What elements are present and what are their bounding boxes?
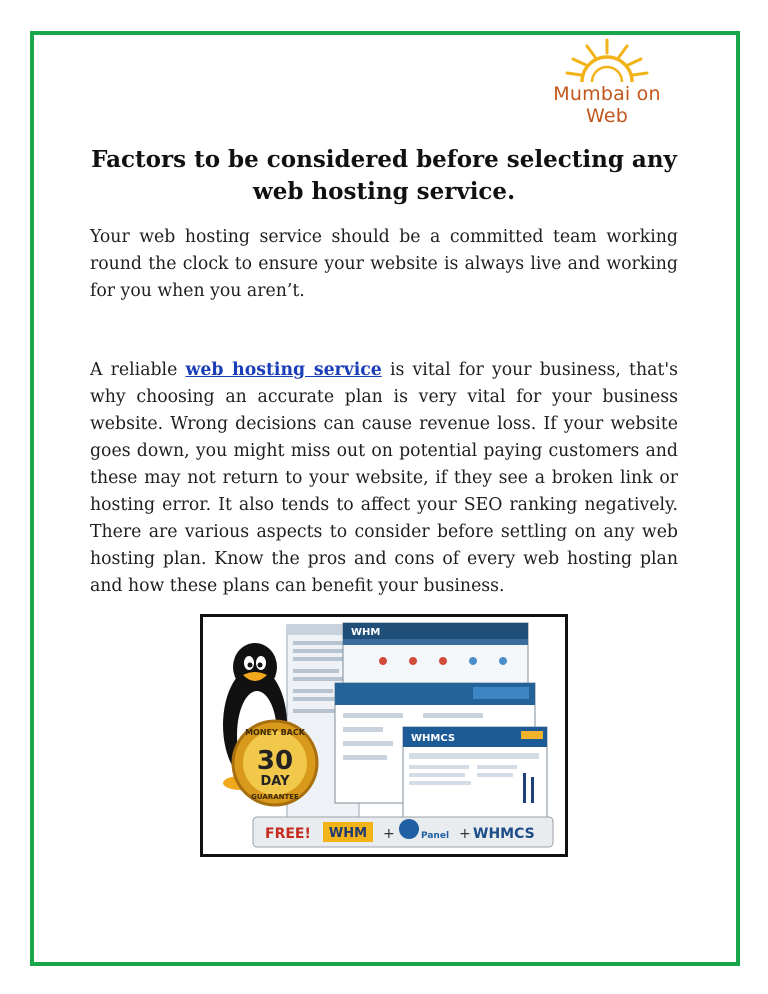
- sun-icon: [564, 36, 650, 84]
- page-title: Factors to be considered before selecting any web hosting service.: [91, 146, 677, 205]
- banner-plus-2: +: [459, 826, 471, 842]
- whmcs-header: WHMCS: [411, 733, 456, 744]
- banner-cpanel: Panel: [421, 831, 450, 841]
- free-banner: [253, 817, 553, 847]
- web-hosting-service-link[interactable]: web hosting service: [185, 360, 382, 380]
- banner-free: FREE!: [265, 826, 311, 842]
- paragraph-main-lead: A reliable: [90, 360, 186, 380]
- whm-header: WHM: [351, 627, 381, 638]
- paragraph-main: [90, 357, 678, 600]
- banner-whm: WHM: [328, 826, 368, 841]
- badge-bottom-text: GUARANTEE: [251, 793, 299, 801]
- money-back-badge: [233, 721, 317, 805]
- web-hosting-promo-image: [200, 614, 568, 857]
- banner-plus-1: +: [383, 826, 395, 842]
- logo-text: Mumbai on Web: [553, 83, 661, 127]
- banner-whmcs: WHMCS: [473, 826, 535, 842]
- logo: [532, 36, 682, 127]
- paragraph-intro: Your web hosting service should be a committed team working round the clock to ensure your website is always live and working for you when you aren’t.: [90, 227, 678, 301]
- paragraph-main-rest: is vital for your business, that's why choosing an accurate plan is very vital for your business website. Wrong decisions can cause revenue loss. If your website goes down, you might miss out on potential paying customers and these may not return to your website, if they see a broken link or hosting error. It also tends to affect your SEO ranking negatively. There are various aspects to consider before settling on any web hosting plan. Know the pros and cons of every web hosting plan and how these plans can benefit your business.: [90, 360, 678, 596]
- badge-top-text: MONEY BACK: [245, 728, 305, 737]
- badge-number: 30: [256, 746, 294, 776]
- badge-unit: DAY: [260, 774, 290, 789]
- whmcs-screen: [403, 727, 547, 819]
